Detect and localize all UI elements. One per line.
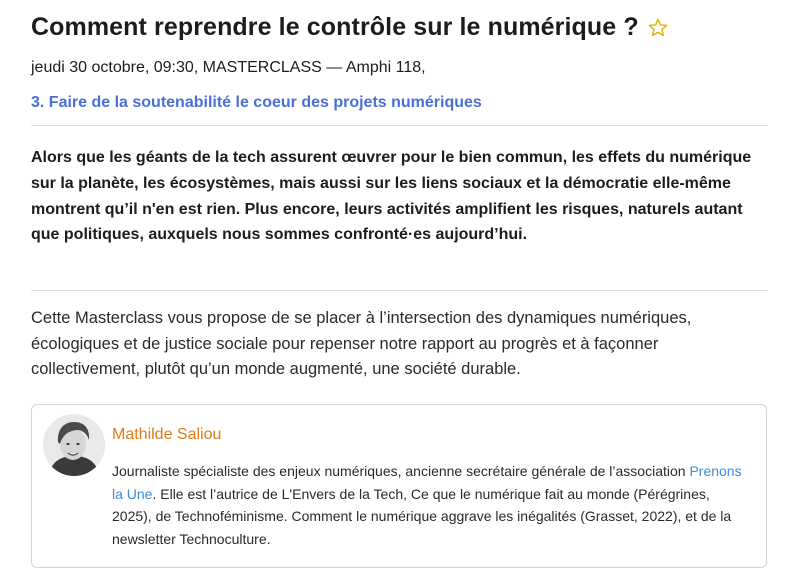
speaker-card xyxy=(31,404,767,568)
bio-organization-link[interactable]: Prenons la Une xyxy=(112,463,742,502)
bio-text: Journaliste spécialiste des enjeux numériques, ancienne secrétaire générale de l’association xyxy=(112,463,690,479)
session-meta: jeudi 30 octobre, 09:30, MASTERCLASS — Amphi 118, xyxy=(31,59,426,76)
favorite-star-icon[interactable] xyxy=(647,17,669,39)
avatar xyxy=(43,414,105,476)
divider xyxy=(31,290,767,291)
speaker-name[interactable]: Mathilde Saliou xyxy=(112,426,222,443)
divider xyxy=(31,125,767,126)
track-link[interactable]: 3. Faire de la soutenabilité le coeur des projets numériques xyxy=(31,94,482,111)
speaker-bio xyxy=(112,460,752,550)
star-outline-icon xyxy=(647,17,669,39)
speaker-photo xyxy=(43,414,105,476)
title-row xyxy=(31,13,771,42)
bio-text: . Elle est l’autrice de L'Envers de la Tech, Ce que le numérique fait au monde (Pérégrines, 2025), de Technoféminisme. Comment le numérique aggrave les inégalités (Grasset, 2022), et de la newsletter Technoculture. xyxy=(112,485,732,547)
lead-paragraph: Alors que les géants de la tech assurent œuvrer pour le bien commun, les effets du numérique sur la planète, les écosystèmes, mais aussi sur les liens sociaux et la démocratie elle-même montrent qu’il n'en est rien. Plus encore, leurs activités amplifient les risques, naturels autant que politiques, auxquels nous sommes confronté·es aujourd’hui. xyxy=(31,149,752,244)
page-title: Comment reprendre le contrôle sur le numérique ? xyxy=(31,13,639,41)
description-paragraph: Cette Masterclass vous propose de se placer à l’intersection des dynamiques numériques, écologiques et de justice sociale pour repenser notre rapport au progrès et à façonner collectivement, plutôt qu’un monde augmenté, une société durable. xyxy=(31,309,692,379)
